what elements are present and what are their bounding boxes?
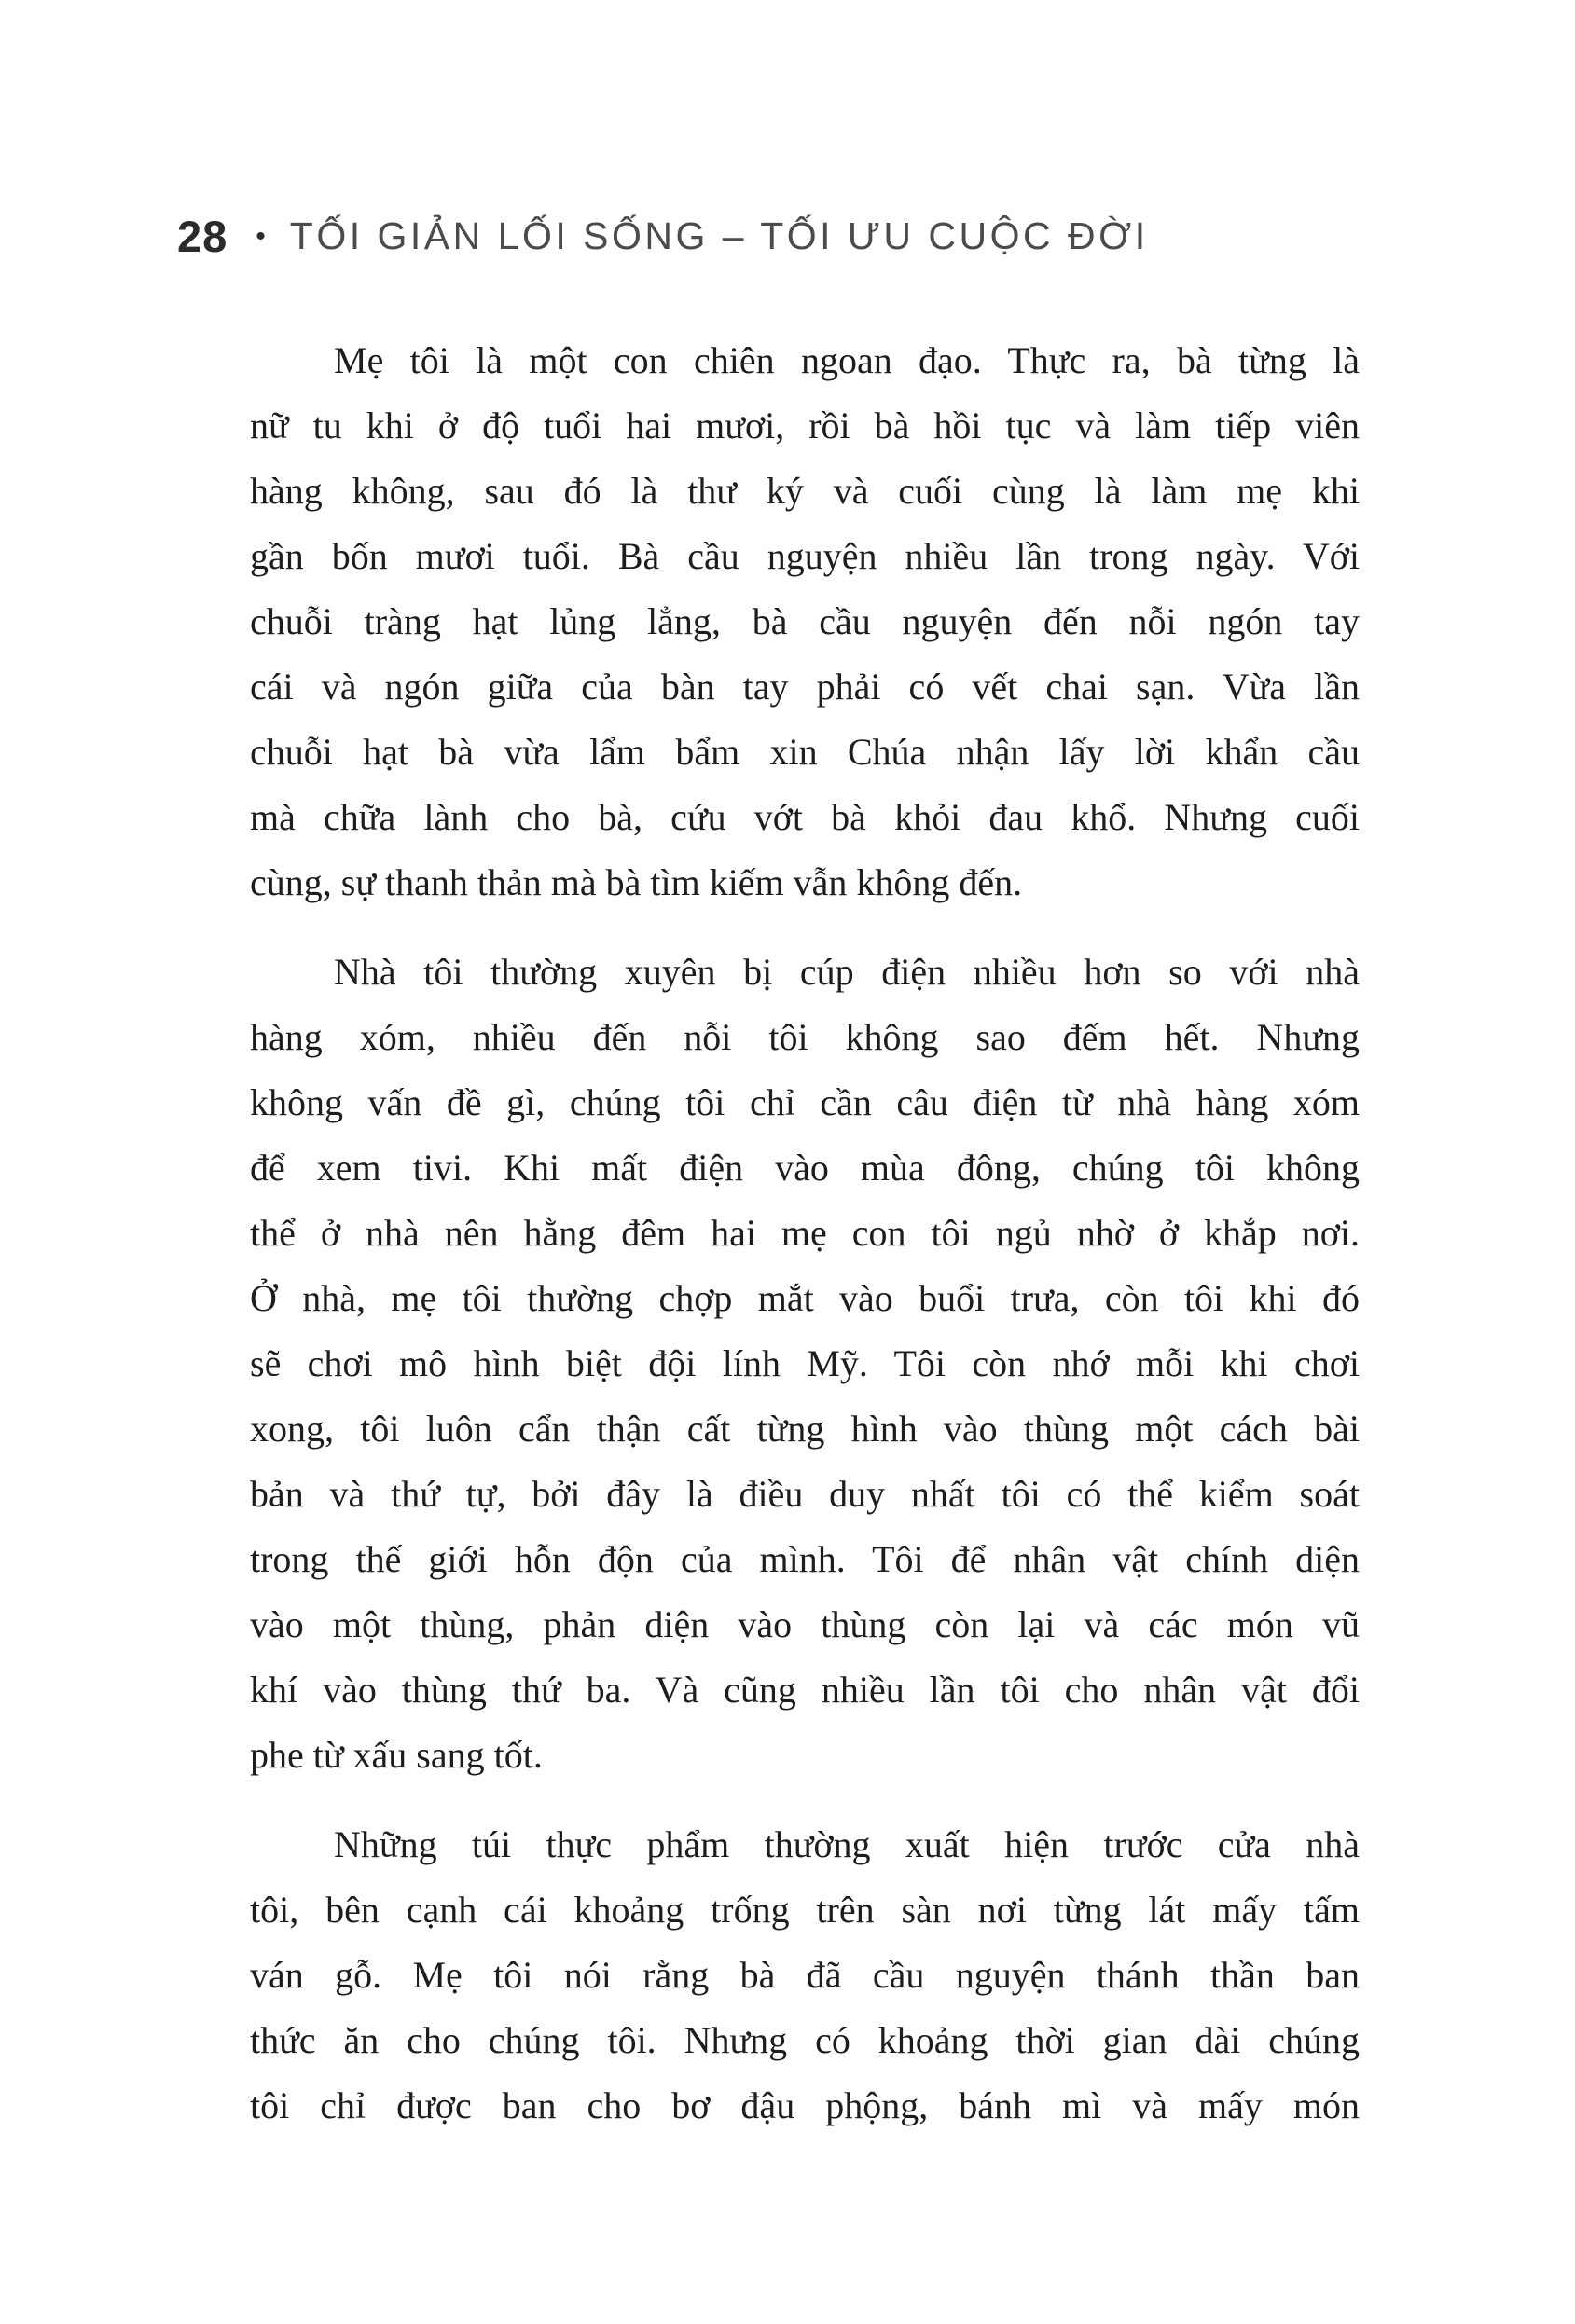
text-line: hàng xóm, nhiều đến nỗi tôi không sao đếm hết. Nhưng [250, 1016, 1360, 1058]
text-line: cái và ngón giữa của bàn tay phải có vết chai sạn. Vừa lần [250, 666, 1360, 708]
text-line: phe từ xấu sang tốt. [250, 1734, 543, 1776]
text-line: Ở nhà, mẹ tôi thường chợp mắt vào buổi trưa, còn tôi khi đó [250, 1277, 1360, 1319]
text-line: sẽ chơi mô hình biệt đội lính Mỹ. Tôi còn nhớ mỗi khi chơi [250, 1342, 1360, 1384]
text-line: mà chữa lành cho bà, cứu vớt bà khỏi đau khổ. Nhưng cuối [250, 796, 1360, 838]
text-line: thức ăn cho chúng tôi. Nhưng có khoảng thời gian dài chúng [250, 2019, 1360, 2061]
text-line: vào một thùng, phản diện vào thùng còn lại và các món vũ [250, 1603, 1360, 1645]
text-line: ván gỗ. Mẹ tôi nói rằng bà đã cầu nguyện thánh thần ban [250, 1954, 1360, 1996]
text-line: chuỗi hạt bà vừa lẩm bẩm xin Chúa nhận lấy lời khẩn cầu [250, 731, 1360, 773]
text-line: để xem tivi. Khi mất điện vào mùa đông, chúng tôi không [250, 1147, 1360, 1189]
body-text [250, 328, 1360, 2163]
text-line: tôi chỉ được ban cho bơ đậu phộng, bánh mì và mấy món [250, 2084, 1360, 2126]
text-line: gần bốn mươi tuổi. Bà cầu nguyện nhiều lần trong ngày. Với [250, 535, 1360, 577]
text-line: bản và thứ tự, bởi đây là điều duy nhất tôi có thể kiểm soát [250, 1473, 1360, 1515]
paragraph [250, 328, 1360, 915]
bullet-separator-icon: • [256, 220, 266, 252]
paragraph [250, 1812, 1360, 2138]
text-line: Nhà tôi thường xuyên bị cúp điện nhiều hơn so với nhà [334, 951, 1360, 993]
text-line: hàng không, sau đó là thư ký và cuối cùng là làm mẹ khi [250, 470, 1360, 512]
text-line: thể ở nhà nên hằng đêm hai mẹ con tôi ngủ nhờ ở khắp nơi. [250, 1212, 1360, 1254]
page-header [177, 211, 1149, 262]
text-line: tôi, bên cạnh cái khoảng trống trên sàn nơi từng lát mấy tấm [250, 1889, 1360, 1931]
text-line: xong, tôi luôn cẩn thận cất từng hình vào thùng một cách bài [250, 1408, 1360, 1450]
text-line: khí vào thùng thứ ba. Và cũng nhiều lần tôi cho nhân vật đổi [250, 1669, 1360, 1711]
page-number: 28 [177, 212, 228, 261]
text-line: Những túi thực phẩm thường xuất hiện trước cửa nhà [334, 1823, 1360, 1865]
text-line: Mẹ tôi là một con chiên ngoan đạo. Thực ra, bà từng là [334, 339, 1360, 381]
text-line: trong thế giới hỗn độn của mình. Tôi để nhân vật chính diện [250, 1538, 1360, 1580]
text-line: chuỗi tràng hạt lủng lẳng, bà cầu nguyện đến nỗi ngón tay [250, 600, 1360, 642]
text-line: cùng, sự thanh thản mà bà tìm kiếm vẫn không đến. [250, 861, 1023, 903]
running-title: TỐI GIẢN LỐI SỐNG – TỐI ƯU CUỘC ĐỜI [289, 214, 1149, 257]
paragraph [250, 940, 1360, 1788]
text-line: không vấn đề gì, chúng tôi chỉ cần câu điện từ nhà hàng xóm [250, 1081, 1360, 1123]
text-line: nữ tu khi ở độ tuổi hai mươi, rồi bà hồi tục và làm tiếp viên [250, 405, 1360, 447]
